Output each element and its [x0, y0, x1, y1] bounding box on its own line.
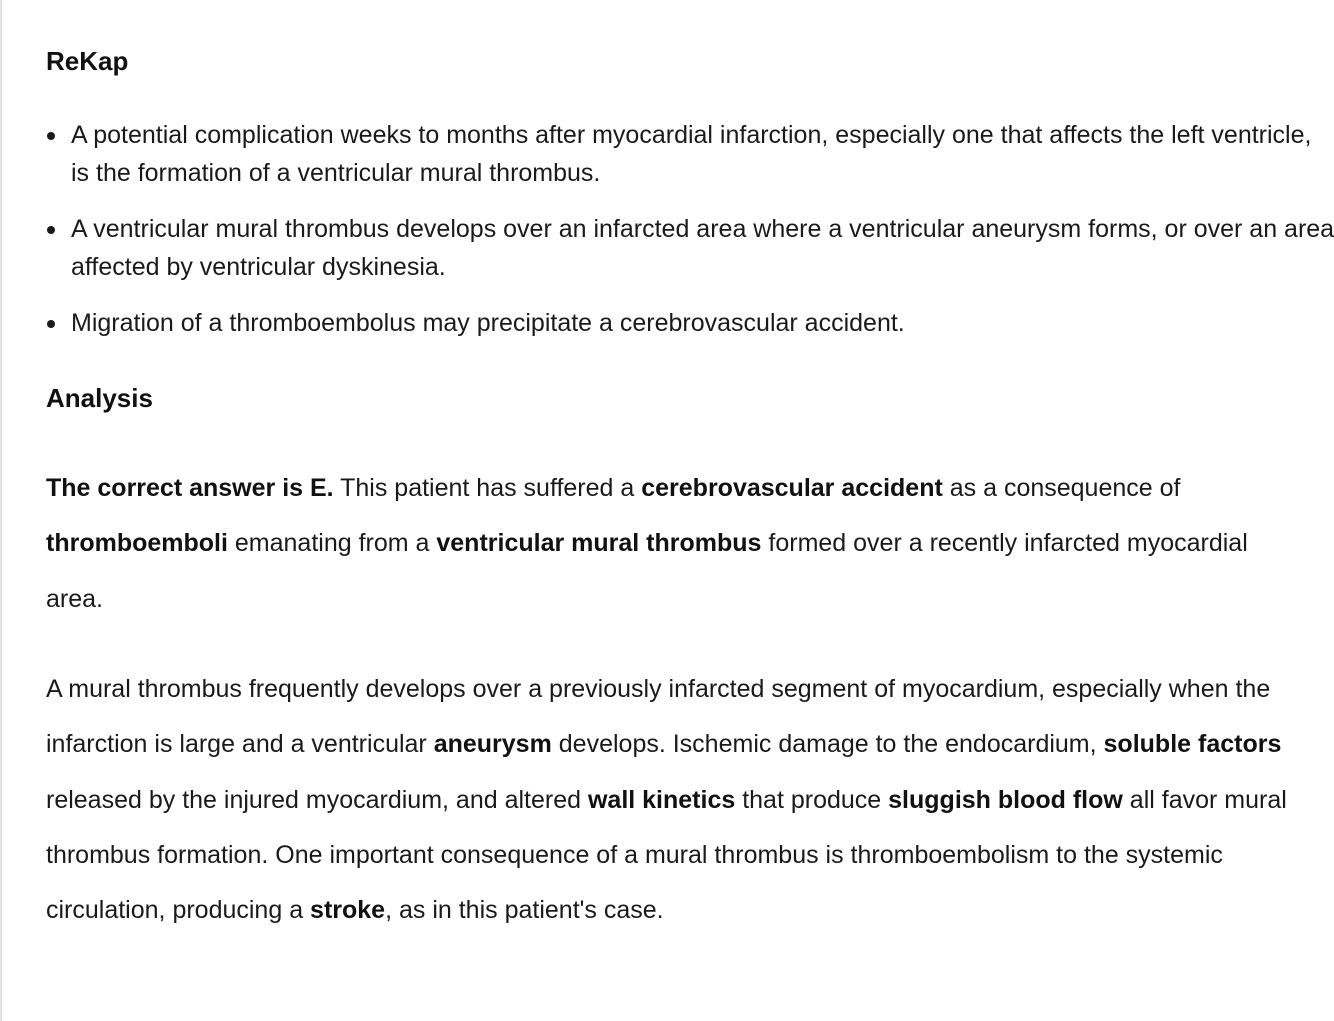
analysis-paragraph-mechanism: [46, 662, 1311, 938]
key-term: ventricular mural thrombus: [436, 529, 762, 558]
text-span: , as in this patient's case.: [385, 896, 664, 925]
key-term: aneurysm: [433, 730, 552, 759]
recap-item: A ventricular mural thrombus develops over an infarcted area where a ventricular aneurysm forms, or over an area affected by ventricular dyskinesia.: [71, 210, 1334, 286]
text-span: A mural thrombus frequently develops over a previously infarcted segment of myocardium, especially when the infarction is large and a ventricular: [46, 675, 1271, 759]
key-term: cerebrovascular accident: [641, 474, 943, 502]
analysis-paragraph-answer: [46, 461, 1311, 627]
recap-item: A potential complication weeks to months after myocardial infarction, especially one that affects the left ventricle, is the formation of a ventricular mural thrombus.: [71, 116, 1334, 192]
text-span: This patient has suffered a: [333, 474, 642, 502]
text-span: emanating from a: [227, 529, 437, 558]
text-span: all favor mural thrombus formation. One important consequence of a mural thrombus is thromboembolism to the systemic circulation, producing a: [46, 785, 1287, 925]
correct-answer-statement: The correct answer is E.: [46, 474, 334, 502]
text-span: released by the injured myocardium, and altered: [46, 785, 588, 814]
key-term: soluble factors: [1103, 730, 1282, 759]
key-term: thromboemboli: [46, 529, 228, 558]
text-span: develops. Ischemic damage to the endocardium,: [551, 730, 1104, 759]
key-term: wall kinetics: [587, 785, 736, 814]
key-term: stroke: [310, 896, 386, 925]
recap-item: Migration of a thromboembolus may precipitate a cerebrovascular accident.: [71, 304, 1334, 342]
text-span: that produce: [735, 785, 889, 814]
key-term: sluggish blood flow: [888, 785, 1123, 814]
text-span: as a consequence of: [942, 474, 1181, 502]
recap-heading: ReKap: [46, 46, 129, 76]
recap-list: [46, 116, 1334, 360]
analysis-heading: Analysis: [46, 383, 153, 413]
left-border: [0, 0, 2, 1021]
text-span: formed over a recently infarcted myocardial area.: [46, 529, 1248, 613]
